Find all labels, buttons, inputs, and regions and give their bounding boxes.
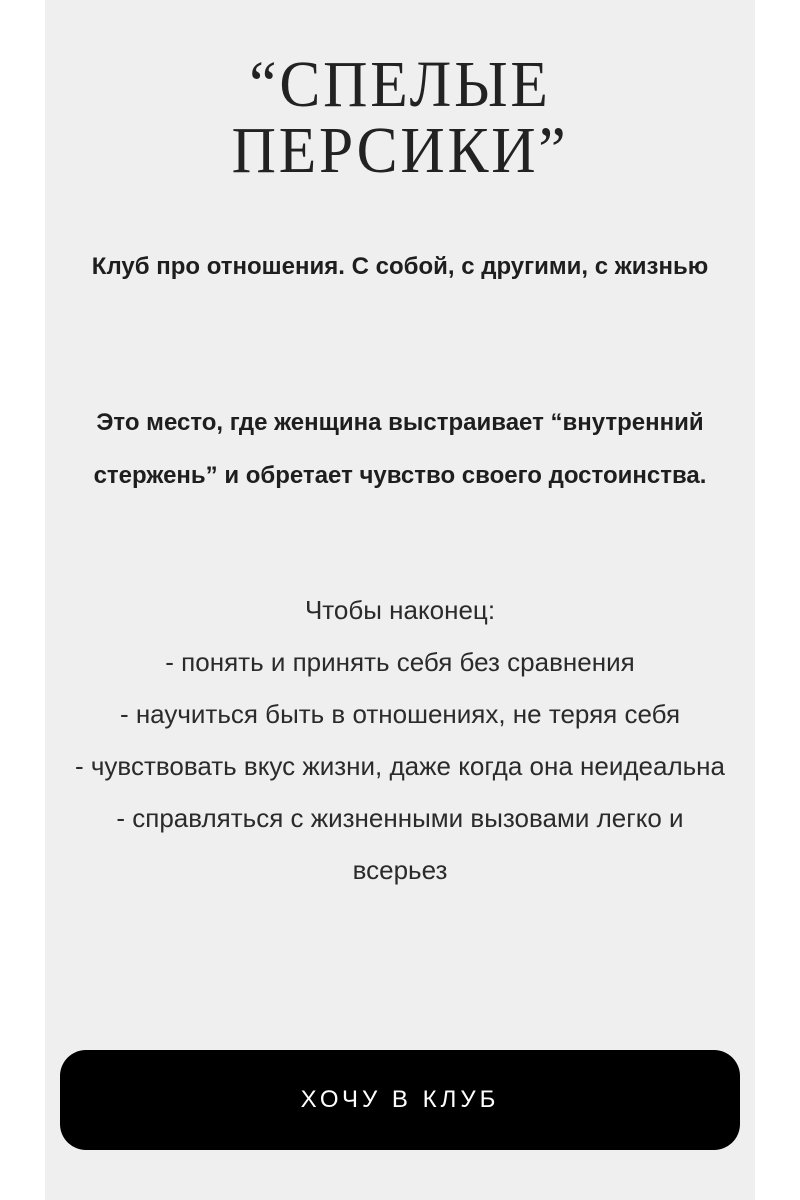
goal-item: - понять и принять себя без сравнения [165, 647, 635, 677]
goal-item: - научиться быть в отношениях, не теряя себя [119, 699, 681, 729]
club-subtitle: Клуб про отношения. С собой, с другими, с жизнью [91, 253, 709, 280]
title-line-2: ПЕРСИКИ” [231, 114, 569, 187]
goal-item: - справляться с жизненными вызовами легко и всерьез [116, 803, 684, 885]
goal-item: - чувствовать вкус жизни, даже когда она неидеальна [75, 751, 725, 781]
goals-list [70, 584, 730, 896]
join-club-button[interactable]: ХОЧУ В КЛУБ [60, 1050, 740, 1150]
title-line-1: “СПЕЛЫЕ [249, 48, 551, 121]
club-statement: Это место, где женщина выстраивает “внутренний стержень” и обретает чувство своего достоинства. [93, 409, 707, 489]
page-title [28, 48, 772, 187]
goals-intro: Чтобы наконец: [304, 595, 496, 625]
